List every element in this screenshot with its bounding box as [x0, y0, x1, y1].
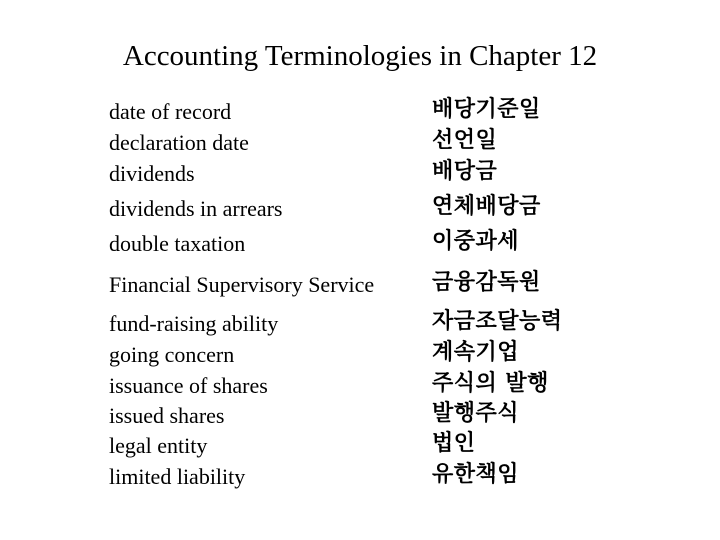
- term-korean: 이중과세: [432, 229, 520, 254]
- term-korean: 배당기준일: [432, 97, 541, 122]
- term-english: dividends: [109, 161, 195, 186]
- term-english: issuance of shares: [109, 373, 268, 398]
- term-english: going concern: [109, 342, 235, 367]
- term-korean: 배당금: [432, 159, 498, 184]
- term-korean: 유한책임: [432, 462, 520, 487]
- term-english: dividends in arrears: [109, 196, 283, 221]
- term-english: Financial Supervisory Service: [109, 272, 375, 297]
- term-korean: 발행주식: [432, 401, 520, 426]
- term-english: double taxation: [109, 231, 246, 256]
- term-korean: 계속기업: [432, 340, 520, 365]
- term-korean: 선언일: [432, 128, 498, 153]
- term-english: limited liability: [109, 464, 246, 489]
- term-korean: 연체배당금: [432, 194, 541, 219]
- term-english: date of record: [109, 99, 232, 124]
- term-english: legal entity: [109, 433, 208, 458]
- term-korean: 금융감독원: [432, 270, 541, 295]
- slide-title: Accounting Terminologies in Chapter 12: [122, 40, 598, 72]
- term-english: fund-raising ability: [109, 311, 279, 336]
- term-korean: 법인: [432, 431, 476, 456]
- term-korean: 자금조달능력: [432, 309, 563, 334]
- term-english: issued shares: [109, 403, 225, 428]
- term-english: declaration date: [109, 130, 249, 155]
- term-korean: 주식의 발행: [432, 371, 549, 396]
